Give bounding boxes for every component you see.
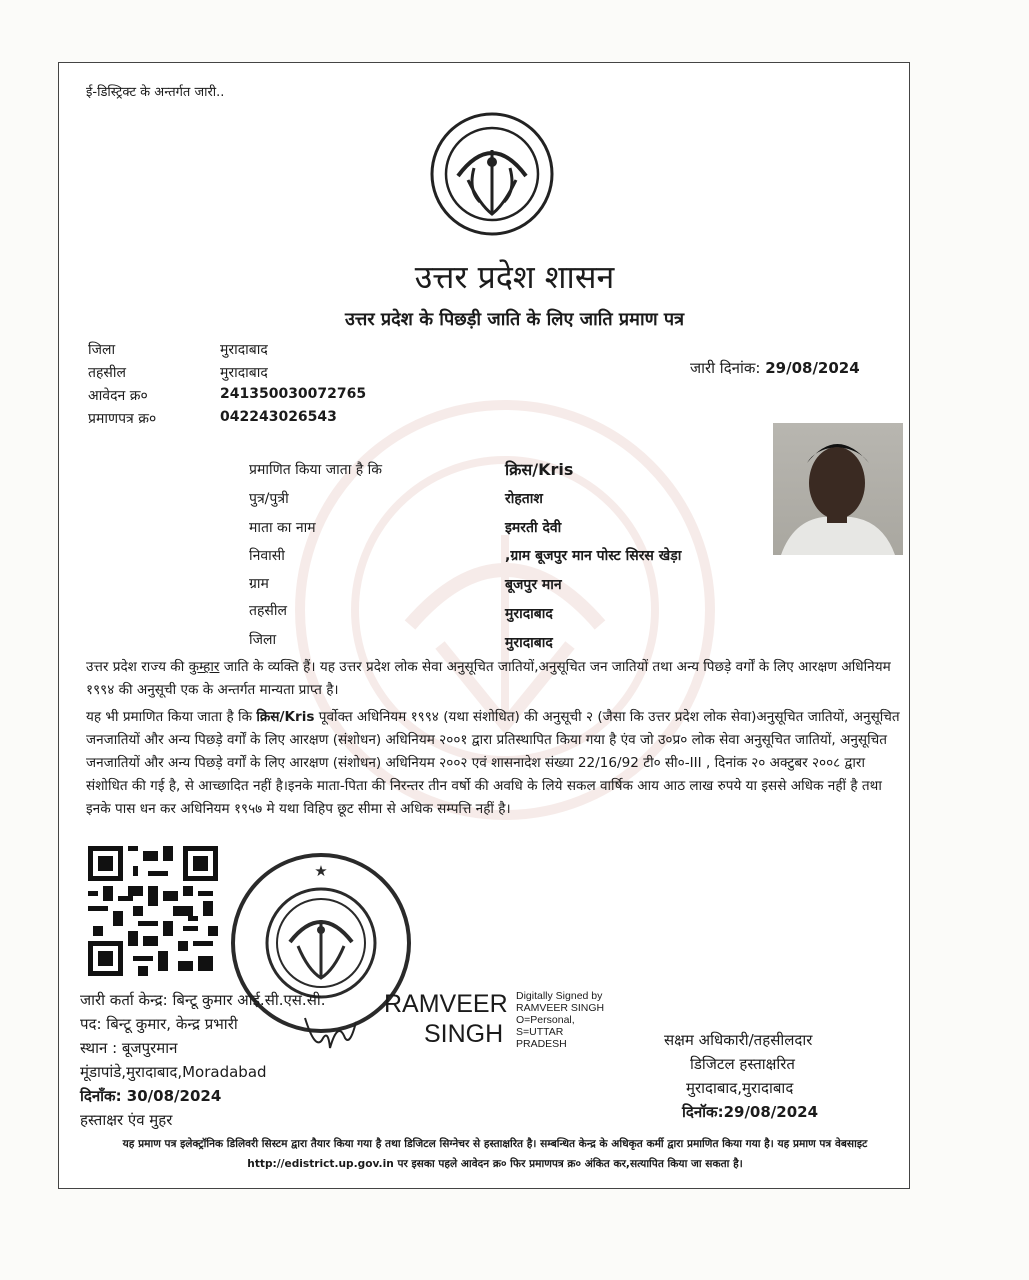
detail-label-certified: प्रमाणित किया जाता है कि (249, 462, 383, 478)
handwritten-signature (300, 1010, 360, 1055)
issue-date-value: 29/08/2024 (765, 359, 860, 377)
issuer-sign-label: हस्ताक्षर एंव मुहर (80, 1111, 173, 1129)
caste-statement: उत्तर प्रदेश राज्य की कुम्हार जाति के व्यक्ति हैं। यह उत्तर प्रदेश लोक सेवा अनुसूचित जातियों,अनुसूचित जन जातियों तथा अन्य पिछड़े वर्गों के लिए आरक्षण अधिनियम १९९४ की अनुसूची एक के अन्तर्गत मान्यता प्राप्त है। (86, 659, 891, 698)
meta-value-certificate-no: 042243026543 (220, 409, 337, 425)
detail-value-tehsil: मुरादाबाद (505, 606, 553, 622)
officer-location: मुरादाबाद,मुरादाबाद (686, 1079, 794, 1097)
issuer-post: पद: बिन्टू कुमार, केन्द्र प्रभारी (80, 1015, 238, 1033)
meta-label-district: जिला (88, 342, 116, 358)
detail-label-mother: माता का नाम (249, 520, 316, 536)
detail-value-name: क्रिस/Kris (505, 460, 574, 479)
detail-value-resident: ,ग्राम बूजपुर मान पोस्ट सिरस खेड़ा (505, 548, 682, 564)
meta-value-application-no: 241350030072765 (220, 386, 367, 402)
officer-digital-signed: डिजिटल हस्ताक्षरित (690, 1055, 795, 1073)
detail-value-district: मुरादाबाद (505, 635, 553, 651)
certified-name: क्रिस/Kris (256, 709, 315, 725)
detail-value-village: बूजपुर मान (505, 577, 562, 593)
digital-signer-name-2: SINGH (424, 1020, 504, 1048)
certificate-subtitle: उत्तर प्रदेश के पिछड़ी जाति के लिए जाति प्रमाण पत्र (344, 309, 685, 330)
top-note: ई-डिस्ट्रिक्ट के अन्तर्गत जारी.. (86, 85, 225, 100)
detail-label-resident: निवासी (249, 548, 285, 564)
detail-label-tehsil: तहसील (249, 603, 287, 619)
issuer-center: जारी कर्ता केन्द्र: बिन्टू कुमार आई.सी.एस.सी. (80, 991, 326, 1009)
officer-title: सक्षम अधिकारी/तहसीलदार (664, 1031, 813, 1049)
exclusion-statement: यह भी प्रमाणित किया जाता है कि क्रिस/Kris पूर्वोक्त अधिनियम १९९४ (यथा संशोधित) की अनुसूची २ (जैसा कि उत्तर प्रदेश लोक सेवा)अनुसूचित जातियों, अनुसूचित जनजातियों और अन्य पिछड़े वर्गों के लिए आरक्षण (संशोधन) अधिनियम २००१ द्वारा प्रतिस्थापित किया गया है एंव जो उ०प्र० लोक सेवा अनुसूचित जातियों, अनुसूचित जनजातियों और अन्य पिछड़े वर्गों के लिए आरक्षण (संशोधन) अधिनियम २००२ एवं शासनादेश संख्या 22/16/92 टी० सी०-III , दिनांक २० अक्टुबर २००८ द्वारा संशोधित की गई है, से आच्छादित नहीं है।इनके माता-पिता की निरन्तर तीन वर्षो की अवधि के लिये सकल वार्षिक आय आठ लाख रुपये या इससे अधिक नहीं है तथा इनके पास धन कर अधिनियम १९५७ मे यथा विहिप छूट सीमा से अधिक सम्पत्ति नहीं है। (86, 709, 900, 817)
issuer-place: स्थान : बूजपुरमान (80, 1039, 178, 1057)
meta-value-district: मुरादाबाद (220, 342, 268, 358)
meta-value-tehsil: मुरादाबाद (220, 365, 268, 381)
officer-date: दिनॉक:29/08/2024 (682, 1103, 819, 1121)
digital-signer-name-1: RAMVEER (384, 990, 508, 1018)
caste-name: कुम्हार (188, 659, 220, 675)
svg-text:★: ★ (314, 862, 328, 880)
digital-signature-details: Digitally Signed by RAMVEER SINGH O=Personal, S=UTTAR PRADESH (516, 990, 605, 1050)
issuer-date: दिनाँक: 30/08/2024 (80, 1087, 222, 1105)
meta-label-certificate-no: प्रमाणपत्र क्र० (88, 411, 157, 427)
detail-value-father: रोहताश (505, 491, 543, 507)
detail-label-village: ग्राम (249, 576, 269, 592)
meta-label-tehsil: तहसील (88, 365, 126, 381)
detail-value-mother: इमरती देवी (505, 520, 562, 536)
issue-date (690, 358, 860, 378)
issuer-address: मूंडापांडे,मुरादाबाद,Moradabad (80, 1063, 267, 1081)
up-government-emblem (428, 110, 556, 238)
issue-date-label: जारी दिनांक: (690, 359, 761, 377)
page-title: उत्तर प्रदेश शासन (414, 258, 615, 296)
qr-code (88, 845, 218, 977)
detail-label-district: जिला (249, 632, 277, 648)
detail-label-son-daughter: पुत्र/पुत्री (249, 491, 289, 507)
applicant-photo (773, 423, 903, 555)
meta-label-application-no: आवेदन क्र० (88, 388, 148, 404)
footer-note: यह प्रमाण पत्र इलेक्ट्रॉनिक डिलिवरी सिस्टम द्वारा तैयार किया गया है तथा डिजिटल सिग्नेचर से हस्ताक्षरित है। सम्बन्धित केन्द्र के अधिकृत कर्मी द्वारा प्रमाणित किया गया है। यह प्रमाण पत्र वेबसाइट http://edistrict.up.gov.in पर इसका पहले आवेदन क्र० फिर प्रमाणपत्र क्र० अंकित कर,सत्यापित किया जा सकता है। (122, 1138, 868, 1170)
